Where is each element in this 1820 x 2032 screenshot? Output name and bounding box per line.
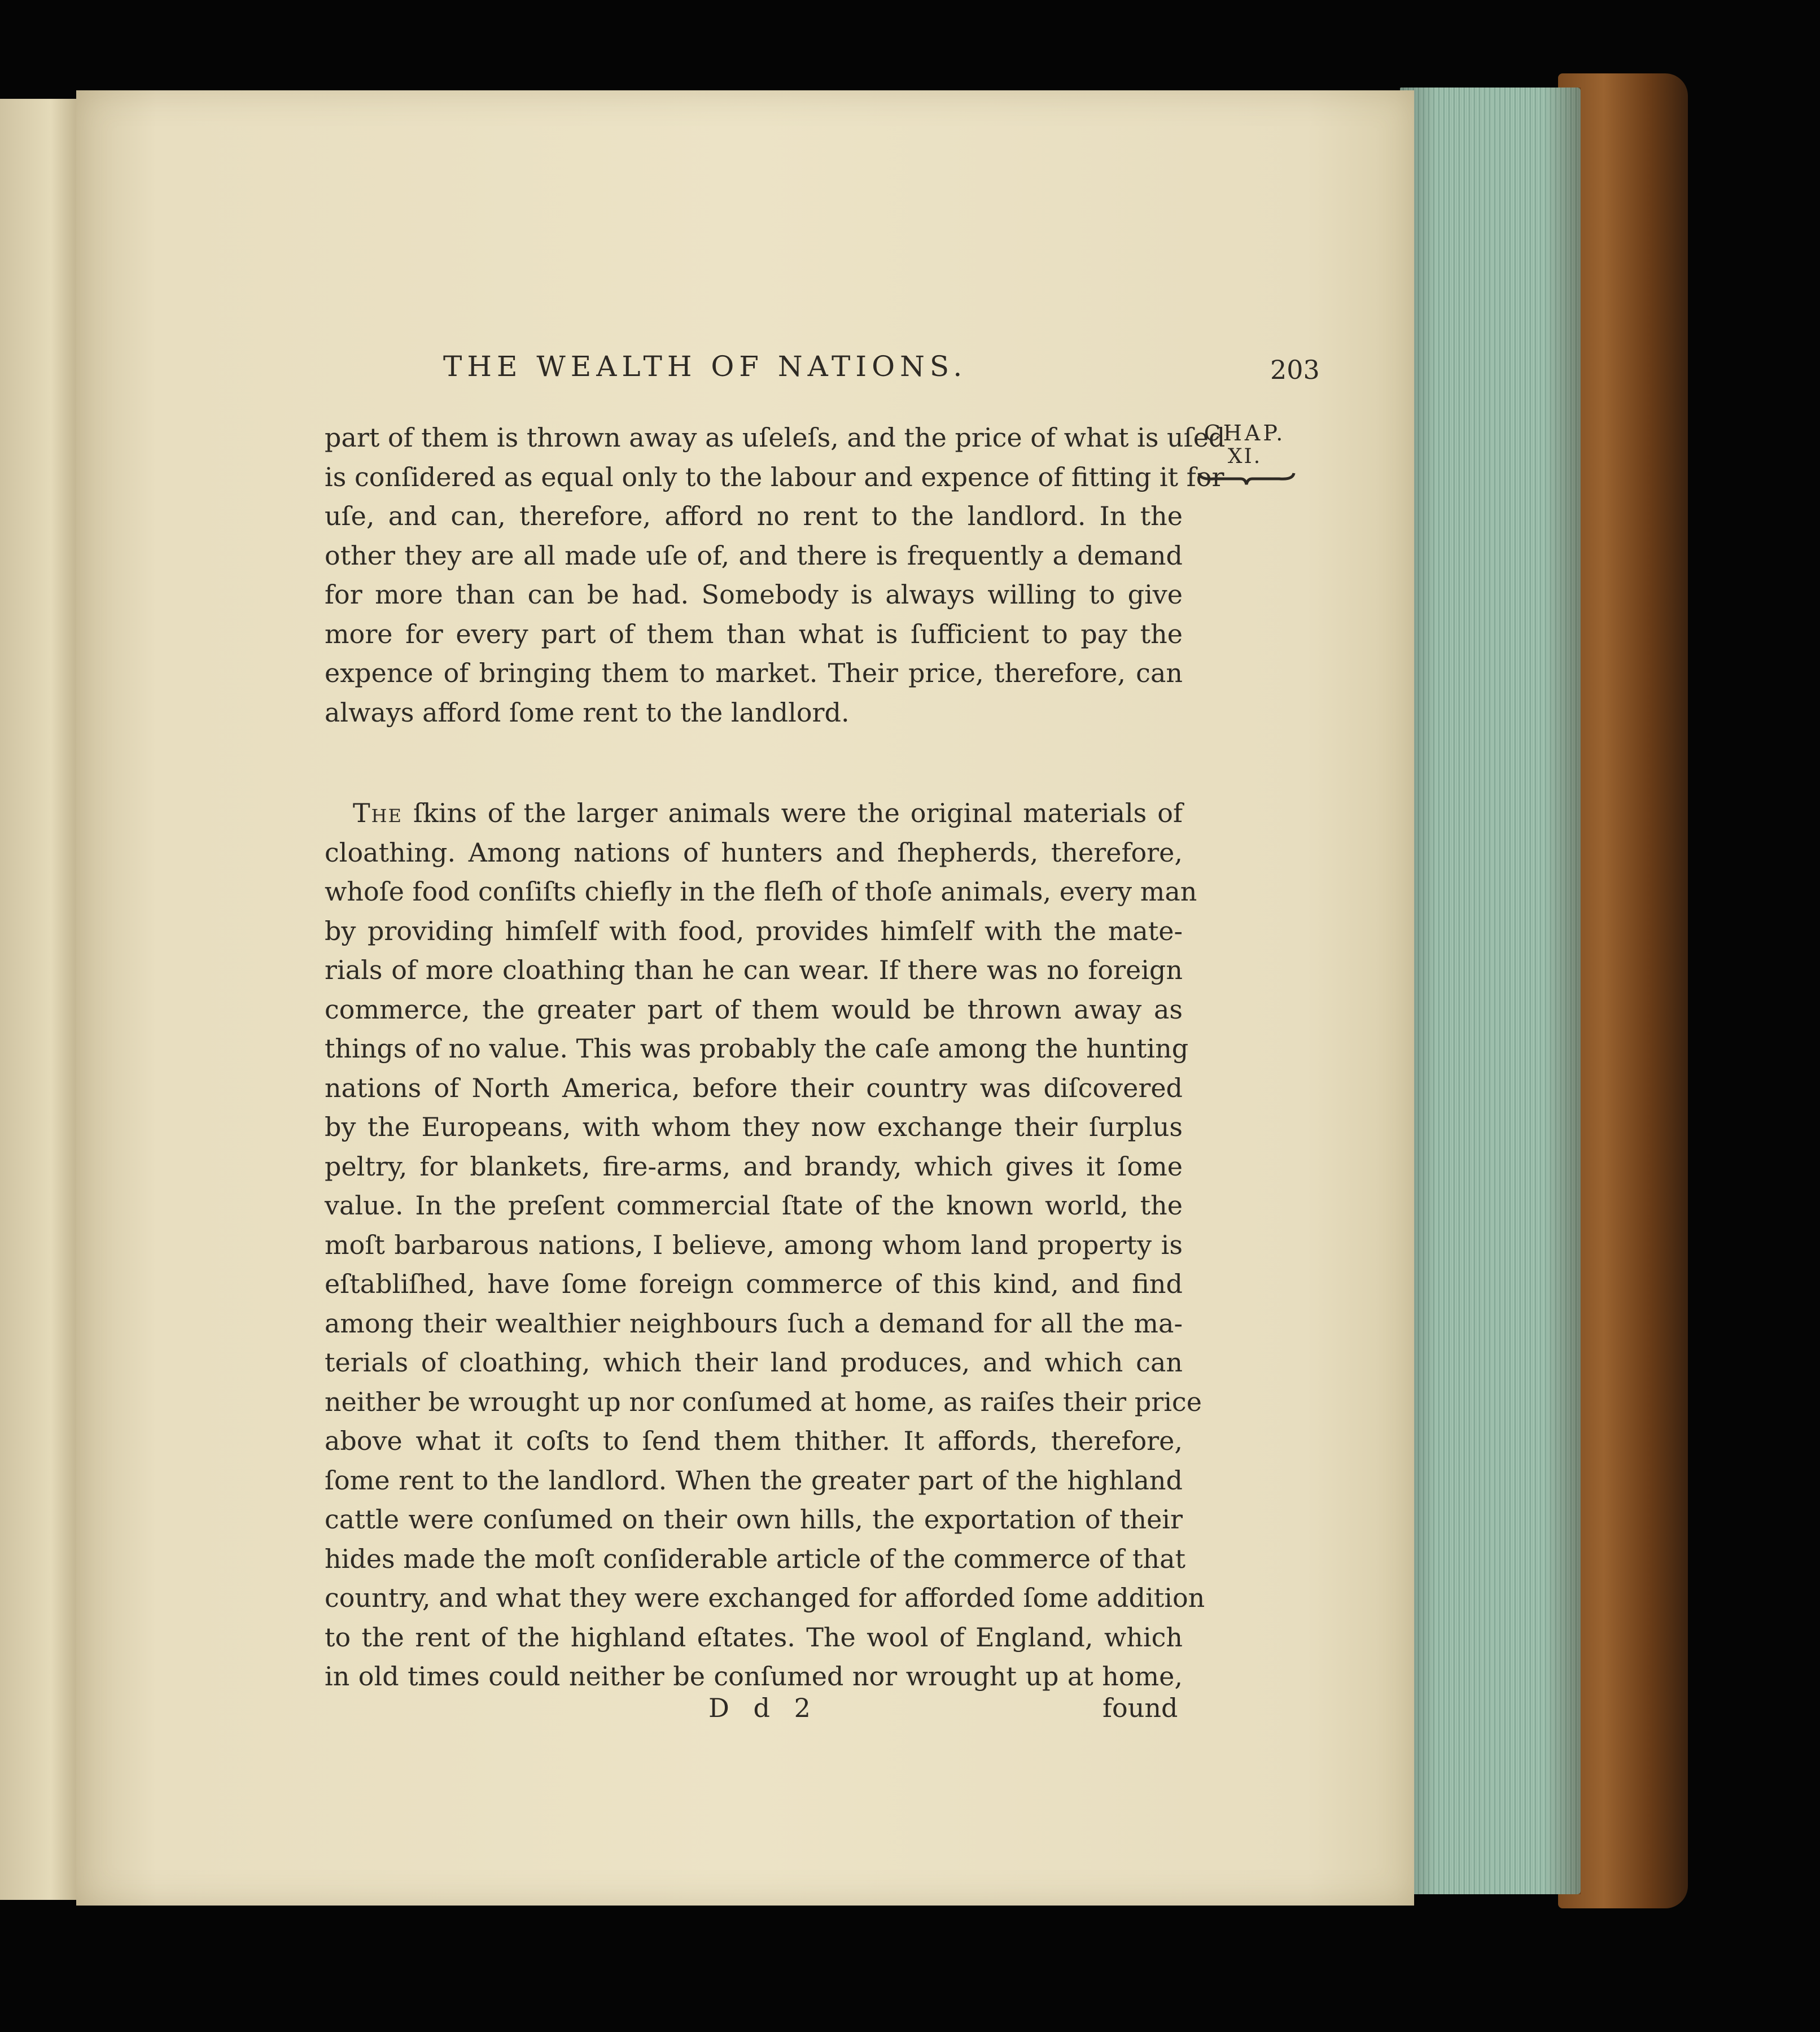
text-line: part of them is thrown away as uſeleſs, and the price of what is uſed <box>325 422 1226 453</box>
catchword: found <box>1102 1693 1178 1723</box>
text-line: is conſidered as equal only to the labour and expence of fitting it for <box>325 461 1224 492</box>
paragraph-first-line: ſkins of the larger animals were the original materials of <box>402 798 1183 828</box>
running-title: THE WEALTH OF NATIONS. <box>443 350 968 383</box>
text-line: more for every part of them than what is ſufficient to pay the <box>325 618 1183 649</box>
text-line: in old times could neither be conſumed nor wrought up at home, <box>325 1661 1183 1692</box>
text-line: by providing himſelf with food, provides himſelf with the mate- <box>325 915 1183 946</box>
text-line: to the rent of the highland eſtates. The wool of England, which <box>325 1622 1183 1653</box>
text-line: moſt barbarous nations, I believe, among whom land property is <box>325 1229 1183 1260</box>
text-line: terials of cloathing, which their land produces, and which can <box>325 1347 1183 1378</box>
text-line: by the Europeans, with whom they now exchange their ſurplus <box>325 1112 1183 1142</box>
page-edges-shade <box>1400 88 1581 1894</box>
text-line: things of no value. This was probably the caſe among the hunting <box>325 1033 1189 1064</box>
text-line: among their wealthier neighbours ſuch a demand for all the ma- <box>325 1308 1183 1339</box>
chapter-label: CHAP. <box>1204 421 1286 445</box>
paragraph-lead: The <box>353 798 403 828</box>
chapter-number: XI. <box>1227 445 1262 468</box>
text-line: eſtabliſhed, have ſome foreign commerce of this kind, and find <box>325 1269 1183 1299</box>
text-line: value. In the preſent commercial ſtate of the known world, the <box>325 1190 1183 1221</box>
text-line: whoſe food conſiſts chiefly in the fleſh of thoſe animals, every man <box>325 876 1197 907</box>
text-line: peltry, for blankets, fire-arms, and brandy, which gives it ſome <box>325 1151 1183 1182</box>
text-line: nations of North America, before their country was diſcovered <box>325 1072 1183 1103</box>
book-page <box>76 90 1414 1906</box>
text-line: rials of more cloathing than he can wear. If there was no foreign <box>325 955 1183 985</box>
text-line: always afford ſome rent to the landlord. <box>325 697 850 728</box>
text-line: hides made the moſt conſiderable article of the commerce of that <box>325 1543 1185 1574</box>
text-line: commerce, the greater part of them would be thrown away as <box>325 994 1183 1025</box>
text-line: for more than can be had. Somebody is always willing to give <box>325 579 1183 610</box>
signature-mark: D d 2 <box>708 1693 819 1723</box>
text-line: cattle were conſumed on their own hills, the exportation of their <box>325 1504 1183 1535</box>
text-line: country, and what they were exchanged for afforded ſome addition <box>325 1583 1205 1613</box>
text-line: ſome rent to the landlord. When the greater part of the highland <box>325 1465 1183 1496</box>
text-line: cloathing. Among nations of hunters and ſhepherds, therefore, <box>325 837 1183 868</box>
page-number: 203 <box>1270 355 1320 385</box>
text-line: expence of bringing them to market. Their price, therefore, can <box>325 658 1183 688</box>
text-line <box>325 796 1183 830</box>
text-line: uſe, and can, therefore, afford no rent to the landlord. In the <box>325 501 1183 531</box>
text-line: neither be wrought up nor conſumed at home, as raiſes their price <box>325 1386 1202 1417</box>
text-line: above what it coſts to ſend them thither. It affords, therefore, <box>325 1426 1183 1456</box>
text-line: other they are all made uſe of, and there is frequently a demand <box>325 540 1183 571</box>
facing-page <box>0 99 85 1900</box>
